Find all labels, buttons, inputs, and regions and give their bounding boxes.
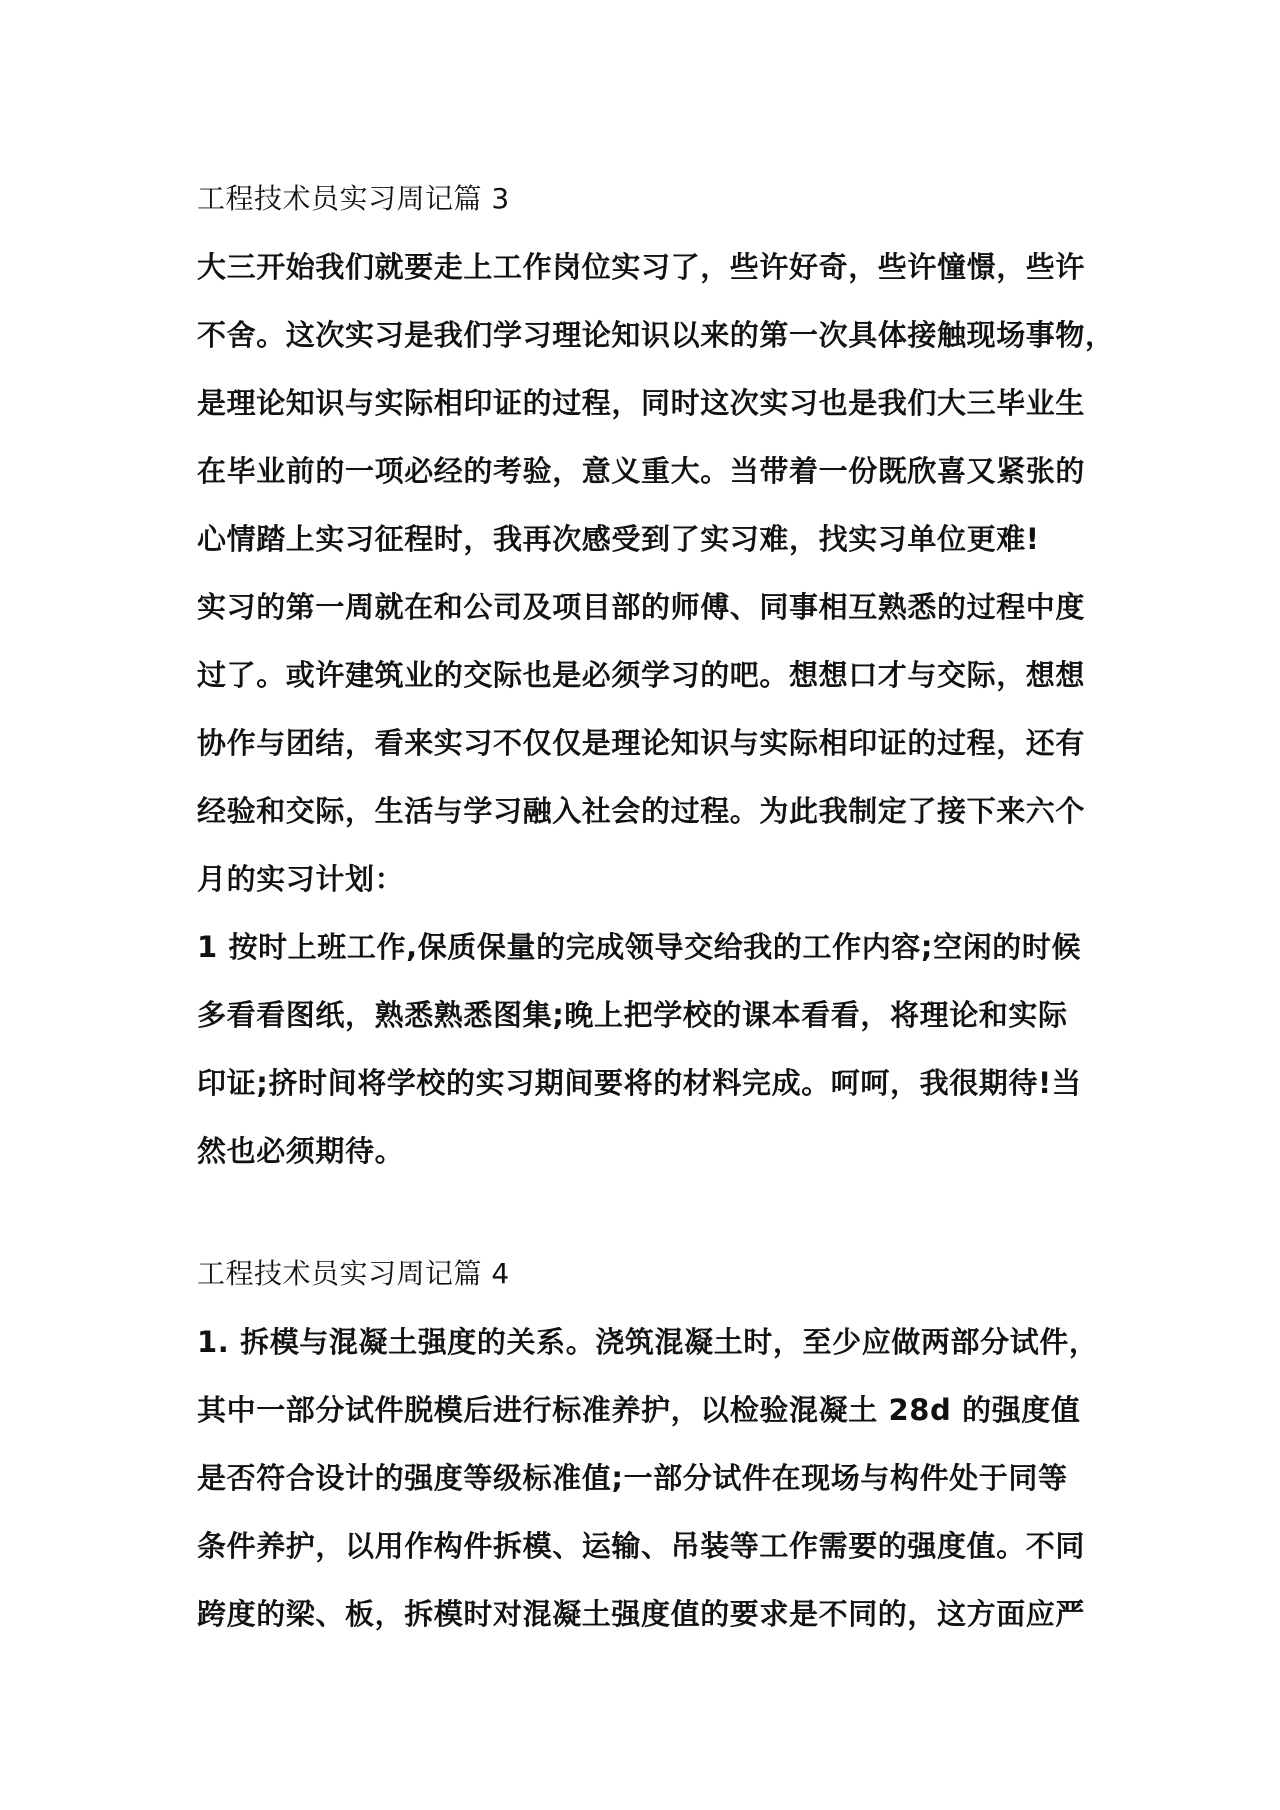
text-line: 是否符合设计的强度等级标准值;一部分试件在现场与构件处于同等 <box>197 1461 1068 1495</box>
text-line: 条件养护，以用作构件拆模、运输、吊装等工作需要的强度值。不同 <box>197 1529 1086 1563</box>
text-line: 是理论知识与实际相印证的过程，同时这次实习也是我们大三毕业生 <box>197 386 1086 420</box>
text-line: 大三开始我们就要走上工作岗位实习了，些许好奇，些许憧憬，些许 <box>197 250 1086 284</box>
text-line: 心情踏上实习征程时，我再次感受到了实习难，找实习单位更难! <box>197 522 1040 556</box>
section-4-heading: 工程技术员实习周记篇 4 <box>197 1257 510 1290</box>
text-line: 然也必须期待。 <box>197 1134 405 1168</box>
text-line: 协作与团结，看来实习不仅仅是理论知识与实际相印证的过程，还有 <box>197 726 1086 760</box>
text-line: 实习的第一周就在和公司及项目部的师傅、同事相互熟悉的过程中度 <box>197 590 1086 624</box>
text-line: 在毕业前的一项必经的考验，意义重大。当带着一份既欣喜又紧张的 <box>197 454 1086 488</box>
section-3-heading: 工程技术员实习周记篇 3 <box>197 182 510 215</box>
text-line: 不舍。这次实习是我们学习理论知识以来的第一次具体接触现场事物， <box>197 318 1115 352</box>
text-line: 多看看图纸，熟悉熟悉图集;晚上把学校的课本看看，将理论和实际 <box>197 998 1068 1032</box>
section-3 <box>197 165 1115 1185</box>
text-line: 经验和交际，生活与学习融入社会的过程。为此我制定了接下来六个 <box>197 794 1086 828</box>
section-4-body <box>197 1308 1097 1648</box>
text-line: 月的实习计划： <box>197 862 405 896</box>
text-line: 其中一部分试件脱模后进行标准养护，以检验混凝土 28d 的强度值 <box>197 1393 1081 1427</box>
section-3-body <box>197 233 1115 1185</box>
text-line: 跨度的梁、板，拆模时对混凝土强度值的要求是不同的，这方面应严 <box>197 1597 1086 1631</box>
text-line: 印证;挤时间将学校的实习期间要将的材料完成。呵呵，我很期待!当 <box>197 1066 1082 1100</box>
text-line: 1 按时上班工作,保质保量的完成领导交给我的工作内容;空闲的时候 <box>197 930 1082 964</box>
text-line: 1. 拆模与混凝土强度的关系。浇筑混凝土时，至少应做两部分试件， <box>197 1325 1099 1359</box>
section-4 <box>197 1240 1097 1648</box>
text-line: 过了。或许建筑业的交际也是必须学习的吧。想想口才与交际，想想 <box>197 658 1086 692</box>
